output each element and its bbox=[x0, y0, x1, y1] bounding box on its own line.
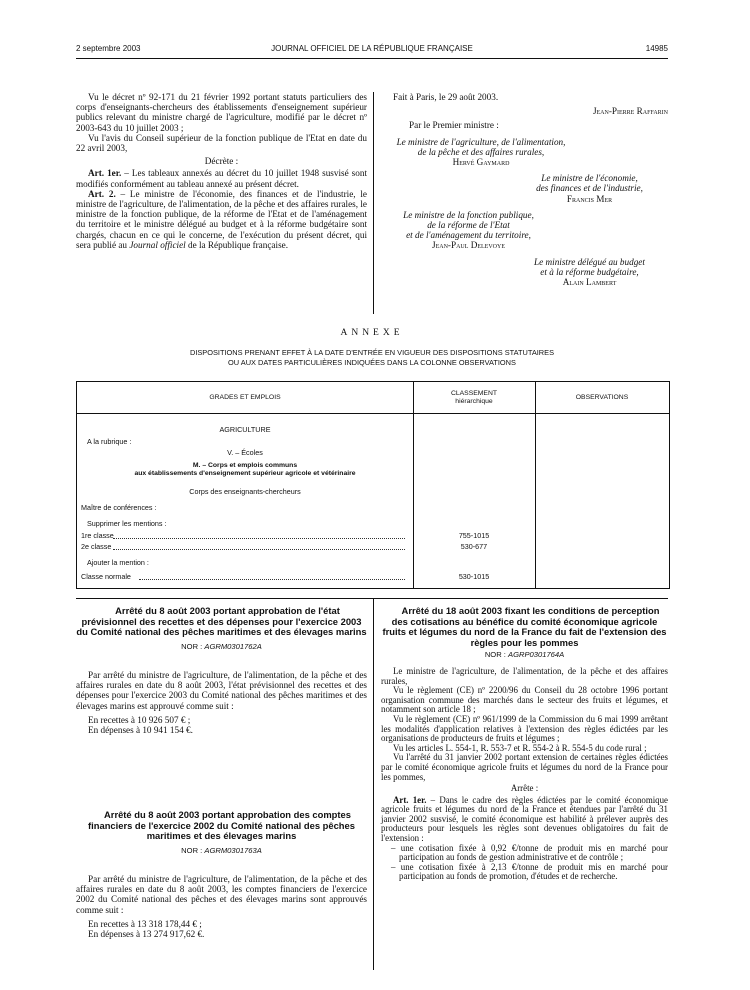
arrete1-nor-label: NOR : bbox=[181, 641, 205, 651]
signature-fonction-publique bbox=[381, 210, 556, 251]
m1-title-a: Le ministre de l'agriculture, de l'alimentation, bbox=[396, 136, 566, 147]
art1-label: Art. 1er. bbox=[88, 168, 122, 179]
m2-name: Francis Mer bbox=[566, 193, 613, 204]
arrete2-nor-label: NOR : bbox=[181, 845, 205, 855]
signature-agriculture bbox=[381, 137, 581, 168]
arrete3-title: Arrêté du 18 août 2003 fixant les conditions de perception des cotisations au bénéfice du comité économique agricole fruits et légumes du nord de la France du fait de l'extension des règles pour les pommes bbox=[382, 605, 667, 648]
signature-budget bbox=[511, 257, 668, 288]
arrete3-art1-text: – Dans le cadre des règles édictées par le comité économique agricole fruits et légumes du nord de la France et étendues par l'arrêté du 31 janvier 2002 susvisé, le comité économique est habilité à prélever auprès des producteurs pour lesquels les règles sont devenues obligatoires du fait de l'extension : bbox=[381, 794, 669, 844]
row-corps-communs-line-2: aux établissements d'enseignement supérieur agricole et vétérinaire bbox=[134, 470, 356, 477]
row-classe-normale-value: 530-1015 bbox=[458, 572, 490, 581]
row-classe-1-value: 755-1015 bbox=[458, 531, 490, 540]
art2-journal: Journal officiel bbox=[129, 239, 186, 250]
signatures bbox=[381, 92, 668, 287]
table-vline-1 bbox=[413, 382, 414, 588]
par-premier-ministre: Par le Premier ministre : bbox=[409, 120, 499, 131]
m4-title-a: Le ministre délégué au budget bbox=[534, 256, 645, 267]
decree-text bbox=[76, 92, 367, 250]
annexe-table bbox=[76, 381, 670, 589]
arrete2-title: Arrêté du 8 août 2003 portant approbation des comptes financiers de l'exercice 2002 du Comité national des pêches maritimes et des élevages marins bbox=[88, 809, 355, 842]
row-classe-1: 1re classe bbox=[81, 531, 114, 540]
row-classe-2-leader bbox=[113, 549, 405, 550]
row-corps-communs-line-1: M. – Corps et emplois communs bbox=[192, 462, 298, 469]
arrete3-p1: Le ministre de l'agriculture, de l'alimentation, de la pêche et des affaires rurales, bbox=[381, 665, 668, 686]
arrete3-art1-label: Art. 1er. bbox=[393, 794, 427, 805]
m3-title-a: Le ministre de la fonction publique, bbox=[403, 209, 534, 220]
row-classe-2: 2e classe bbox=[81, 542, 112, 551]
arrete3-nor bbox=[381, 650, 668, 660]
decree-vu-2: Vu l'avis du Conseil supérieur de la fonction publique de l'Etat en date du 22 avril 2003, bbox=[76, 132, 367, 154]
header-journal-title: JOURNAL OFFICIEL DE LA RÉPUBLIQUE FRANÇAISE bbox=[271, 44, 473, 53]
m3-title-b: de la réforme de l'Etat bbox=[427, 220, 510, 231]
arrete1-nor-code: AGRM0301762A bbox=[204, 641, 262, 651]
section-rule bbox=[76, 598, 668, 599]
arrete-etat-previsionnel bbox=[76, 606, 367, 735]
m3-title-c: et de l'aménagement du territoire, bbox=[406, 230, 531, 241]
arrete1-recettes: En recettes à 10 926 507 € ; bbox=[88, 714, 191, 725]
row-ecoles: V. – Écoles bbox=[227, 448, 263, 457]
arrete3-art1 bbox=[381, 796, 668, 844]
arrete3-bullet-1: – une cotisation fixée à 0,92 €/tonne de produit mis en marché pour participation au fonds de gestion administrative et de contrôle ; bbox=[391, 842, 668, 863]
th-observations: OBSERVATIONS bbox=[535, 382, 669, 414]
arrete3-p5: Vu l'arrêté du 31 janvier 2002 portant extension de certaines règles édictées par le comité économique agricole fruits et légumes du nord de la France pour les pommes, bbox=[381, 752, 668, 782]
header-date: 2 septembre 2003 bbox=[76, 44, 141, 53]
header-page-number: 14985 bbox=[645, 44, 668, 53]
arrete1-title: Arrêté du 8 août 2003 portant approbation de l'état prévisionnel des recettes et des dépenses pour l'exercice 2003 du Comité national des pêches maritimes et des élevages marins bbox=[76, 605, 367, 638]
th-classement bbox=[413, 382, 535, 414]
decree-art-1 bbox=[76, 168, 367, 188]
annexe-subtitle-line-1: DISPOSITIONS PRENANT EFFET À LA DATE D'ENTRÉE EN VIGUEUR DES DISPOSITIONS STATUTAIRES bbox=[189, 348, 555, 357]
m4-title-b: et à la réforme budgétaire, bbox=[540, 266, 639, 277]
row-classe-normale: Classe normale bbox=[81, 572, 131, 581]
row-ajouter: Ajouter la mention : bbox=[87, 558, 149, 567]
row-classe-1-leader bbox=[113, 538, 405, 539]
arrete2-depenses: En dépenses à 13 274 917,62 €. bbox=[88, 929, 205, 939]
decree-decrete: Décrète : bbox=[204, 156, 239, 167]
column-divider-top bbox=[373, 92, 374, 314]
m3-name: Jean-Paul Delevoye bbox=[432, 240, 505, 251]
arrete-cotisations-pommes bbox=[381, 606, 668, 882]
row-corps-communs bbox=[77, 462, 413, 478]
header-rule bbox=[76, 58, 668, 59]
th-grades: GRADES ET EMPLOIS bbox=[77, 382, 413, 414]
row-rubrique: A la rubrique : bbox=[87, 437, 132, 446]
art2-text-b: de la République française. bbox=[185, 239, 289, 250]
arrete1-nor bbox=[76, 642, 367, 652]
th-classement-line-2: hiérarchique bbox=[455, 398, 493, 405]
arrete2-nor-code: AGRM0301763A bbox=[204, 845, 262, 855]
row-corps-enseignants: Corps des enseignants-chercheurs bbox=[189, 487, 301, 496]
m1-title-b: de la pêche et des affaires rurales, bbox=[417, 146, 545, 157]
arrete3-nor-label: NOR : bbox=[484, 650, 509, 660]
art1-text: – Les tableaux annexés au décret du 10 juillet 1948 susvisé sont modifiés conformément au tableau annexé au présent décret. bbox=[76, 168, 367, 189]
page-header bbox=[76, 44, 668, 58]
th-classement-line-1: CLASSEMENT bbox=[450, 390, 498, 397]
arrete3-p3: Vu le règlement (CE) nº 961/1999 de la Commission du 6 mai 1999 arrêtant les modalités d'application relatives à l'extension des règles édictées par les organisations de producteurs de fruits et légumes ; bbox=[381, 713, 668, 744]
arrete3-nor-code: AGRP0301764A bbox=[508, 650, 565, 660]
art2-text-a: – Le ministre de l'économie, des finances et de l'industrie, le ministre de l'agriculture, de l'alimentation, de la pêche et des affaires rurales, le ministre de la fonction publique, de la réforme de l'Etat et de l'aménagement du territoire et le ministre délégué au budget et à la réforme budgétaire sont chargés, chacun en ce qui le concerne, de l'exécution du présent décret, qui sera publié au bbox=[76, 188, 368, 250]
annexe-subtitle-line-2: OU AUX DATES PARTICULIÈRES INDIQUÉES DANS LA COLONNE OBSERVATIONS bbox=[228, 357, 516, 367]
row-agriculture: AGRICULTURE bbox=[219, 425, 271, 434]
m2-title-b: des finances et de l'industrie, bbox=[536, 183, 643, 194]
pm-name: Jean-Pierre Raffarin bbox=[592, 106, 668, 117]
annexe-title: ANNEXE bbox=[340, 328, 404, 338]
decree-art-2 bbox=[76, 189, 367, 250]
arrete2-recettes: En recettes à 13 318 178,44 € ; bbox=[88, 918, 202, 929]
column-divider-bottom bbox=[373, 598, 374, 970]
table-vline-2 bbox=[535, 382, 536, 588]
row-supprimer: Supprimer les mentions : bbox=[87, 519, 167, 528]
arrete2-body: Par arrêté du ministre de l'agriculture, de l'alimentation, de la pêche et des affaires rurales en date du 8 août 2003, les comptes financiers de l'exercice 2002 du Comité national des pêches et des élevages marins sont approuvés comme suit : bbox=[76, 873, 367, 915]
arrete3-p2: Vu le règlement (CE) nº 2200/96 du Conseil du 28 octobre 1996 portant organisation commune des marchés dans le secteur des fruits et légumes, et notamment son article 18 ; bbox=[381, 685, 668, 715]
row-classe-2-value: 530-677 bbox=[460, 542, 488, 551]
arrete3-bullet-2: – une cotisation fixée à 2,13 €/tonne de produit mis en marché pour participation au fonds de promotion, d'études et de recherche. bbox=[391, 861, 668, 882]
m4-name: Alain Lambert bbox=[562, 277, 617, 288]
arrete-comptes-financiers bbox=[76, 810, 367, 939]
arrete1-depenses: En dépenses à 10 941 154 €. bbox=[88, 725, 193, 735]
art2-label: Art. 2. bbox=[88, 188, 116, 199]
annexe-subtitle bbox=[76, 348, 668, 367]
fait-a-paris: Fait à Paris, le 29 août 2003. bbox=[393, 92, 499, 102]
row-classe-normale-leader bbox=[139, 579, 405, 580]
arrete3-arrete: Arrête : bbox=[510, 783, 539, 794]
arrete3-p4: Vu les articles L. 554-1, R. 553-7 et R. 554-2 à R. 554-5 du code rural ; bbox=[393, 742, 647, 753]
arrete1-body: Par arrêté du ministre de l'agriculture, de l'alimentation, de la pêche et des affaires rurales en date du 8 août 2003, l'état prévisionnel des recettes et des dépenses pour l'exercice 2003 du Comité national des pêches maritimes et des élevages marins est approuvé comme suit : bbox=[76, 669, 367, 711]
m1-name: Hervé Gaymard bbox=[452, 157, 510, 168]
signature-economie bbox=[511, 173, 668, 204]
decree-vu-1: Vu le décret nº 92-171 du 21 février 1992 portant statuts particuliers des corps d'enseignants-chercheurs des établissements d'enseignement supérieur publics relevant du ministre chargé de l'agriculture, modifié par le décret nº 2003-643 du 10 juillet 2003 ; bbox=[76, 92, 367, 133]
arrete2-nor bbox=[76, 846, 367, 856]
m2-title-a: Le ministre de l'économie, bbox=[541, 173, 638, 184]
row-maitre: Maître de conférences : bbox=[81, 503, 157, 512]
